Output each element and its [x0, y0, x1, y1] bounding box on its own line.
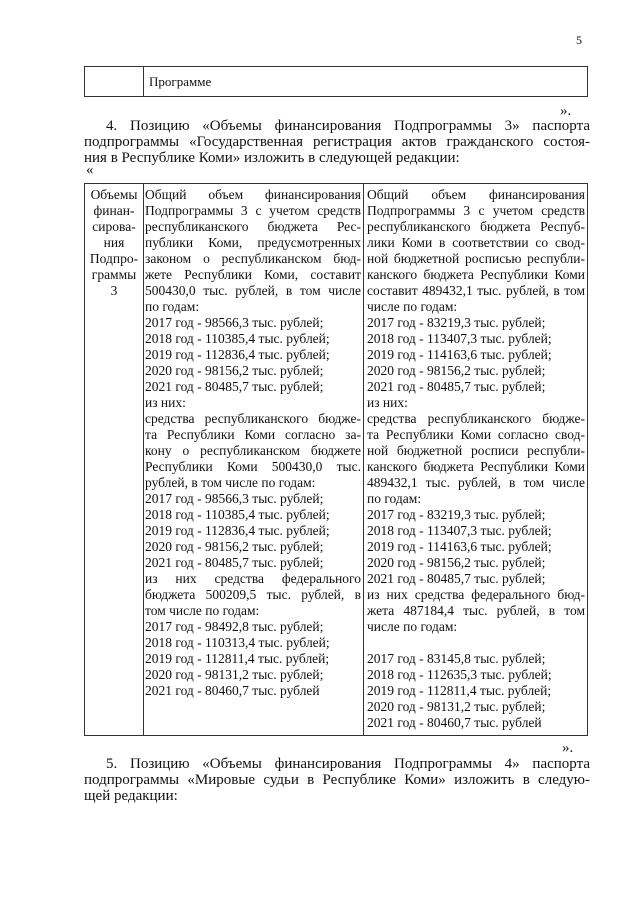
cell-line: 2020 год - 98131,2 тыс. рублей; — [367, 699, 546, 714]
cell-line: 2019 год - 112836,4 тыс. рублей; — [145, 523, 330, 538]
cell-line: 2017 год - 98566,3 тыс. рублей; — [145, 315, 324, 330]
cell-line: 2020 год - 98156,2 тыс. рублей; — [145, 363, 324, 378]
item-4-paragraph — [84, 118, 590, 166]
cell-line: 2021 год - 80485,7 тыс. рублей; — [145, 379, 324, 394]
cell-line: из них: — [367, 395, 408, 410]
page-number: 5 — [576, 33, 582, 47]
cell-line: из них средства федерального — [145, 571, 361, 586]
cell-line: по годам: — [145, 299, 200, 314]
cell-line: 2021 год - 80460,7 тыс. рублей — [145, 683, 320, 698]
cell-line: 2020 год - 98156,2 тыс. рублей; — [367, 555, 546, 570]
cell-line: 2017 год - 98566,3 тыс. рублей; — [145, 491, 324, 506]
cell-line: 2021 год - 80485,7 тыс. рублей; — [367, 379, 546, 394]
label-column — [85, 187, 143, 299]
label-line: Подпро- — [89, 251, 139, 266]
cell-line: 2020 год - 98156,2 тыс. рублей; — [145, 539, 324, 554]
cell-line: канского бюджета Республики Коми — [367, 267, 585, 282]
cell-line: том числе по годам: — [145, 603, 260, 618]
cell-line: 2017 год - 83219,3 тыс. рублей; — [367, 315, 546, 330]
cell-line: та Республики Коми согласно свод- — [367, 427, 585, 442]
paragraph-line: подпрограммы «Мировые судьи в Республике Коми» изложить в следую- — [84, 772, 590, 788]
financing-table — [84, 183, 588, 736]
cell-line: 2017 год - 83219,3 тыс. рублей; — [367, 507, 546, 522]
table-divider — [143, 67, 144, 96]
cell-line: Республики Коми 500430,0 тыс. — [145, 459, 361, 474]
cell-line: 2018 год - 112635,3 тыс. рублей; — [367, 667, 552, 682]
cell-line: 2018 год - 113407,3 тыс. рублей; — [367, 523, 552, 538]
cell-line: ной бюджетной росписью республи- — [367, 251, 585, 266]
cell-line: Общий объем финансирования — [145, 187, 361, 202]
cell-line: из них: — [145, 395, 186, 410]
cell-line: из них средства федерального бюд- — [367, 587, 585, 602]
closing-quote: ». — [562, 740, 574, 756]
cell-line: Общий объем финансирования — [367, 187, 585, 202]
paragraph-line: подпрограммы «Государственная регистрация актов гражданского состоя- — [84, 134, 590, 150]
cell-line: 2019 год - 114163,6 тыс. рублей; — [367, 347, 552, 362]
cell-line: 489432,1 тыс. рублей, в том числе — [367, 475, 585, 490]
cell-line: 2019 год - 114163,6 тыс. рублей; — [367, 539, 552, 554]
cell-line: рублей, в том числе по годам: — [145, 475, 316, 490]
paragraph-line: 5. Позицию «Объемы финансирования Подпрограммы 4» паспорта — [106, 756, 590, 772]
cell-line: лики Коми в соответствии со свод- — [367, 235, 585, 250]
cell-line: 500430,0 тыс. рублей, в том числе — [145, 283, 361, 298]
cell-line: кону о республиканском бюджете — [145, 443, 361, 458]
old-text-column — [145, 187, 361, 699]
cell-line: средства республиканского бюдже- — [367, 411, 585, 426]
item-5-paragraph — [84, 756, 590, 804]
cell-line: законом о республиканском бюд- — [145, 251, 361, 266]
closing-quote: ». — [560, 103, 572, 119]
label-line: ния — [103, 235, 125, 250]
paragraph-line: 4. Позицию «Объемы финансирования Подпрограммы 3» паспорта — [106, 118, 590, 134]
column-divider — [363, 184, 364, 735]
opening-quote: « — [86, 162, 94, 178]
label-line: сирова- — [92, 219, 136, 234]
previous-table-row — [84, 66, 588, 97]
cell-line: 2021 год - 80485,7 тыс. рублей; — [145, 555, 324, 570]
column-divider — [143, 184, 144, 735]
table-cell-text: Программе — [149, 74, 212, 89]
cell-line: 2018 год - 113407,3 тыс. рублей; — [367, 331, 552, 346]
cell-line: республиканского бюджета Рес- — [145, 219, 361, 234]
paragraph-line: ния в Республике Коми» изложить в следующей редакции: — [84, 150, 460, 166]
cell-line: 2017 год - 83145,8 тыс. рублей; — [367, 651, 546, 666]
cell-line: та Республики Коми согласно за- — [145, 427, 361, 442]
cell-line: по годам: — [367, 491, 422, 506]
cell-line: составит 489432,1 тыс. рублей, в том — [367, 283, 585, 298]
cell-line: республиканского бюджета Респуб- — [367, 219, 585, 234]
label-line: 3 — [110, 283, 118, 298]
cell-line: 2019 год - 112836,4 тыс. рублей; — [145, 347, 330, 362]
label-line: Объемы — [90, 187, 138, 202]
cell-line: 2019 год - 112811,4 тыс. рублей; — [145, 651, 330, 666]
cell-line: 2018 год - 110385,4 тыс. рублей; — [145, 507, 330, 522]
cell-line: Подпрограммы 3 с учетом средств — [367, 203, 585, 218]
cell-line: 2021 год - 80460,7 тыс. рублей — [367, 715, 542, 730]
cell-line: канского бюджета Республики Коми — [367, 459, 585, 474]
cell-line: 2020 год - 98156,2 тыс. рублей; — [367, 363, 546, 378]
cell-line: жете Республики Коми, составит — [145, 267, 361, 282]
cell-line: 2018 год - 110385,4 тыс. рублей; — [145, 331, 330, 346]
cell-line: жета 487184,4 тыс. рублей, в том — [367, 603, 585, 618]
cell-line: 2021 год - 80485,7 тыс. рублей; — [367, 571, 546, 586]
paragraph-line: щей редакции: — [84, 788, 178, 804]
cell-line: средства республиканского бюдже- — [145, 411, 361, 426]
cell-line: 2020 год - 98131,2 тыс. рублей; — [145, 667, 324, 682]
cell-line: ной бюджетной росписи республи- — [367, 443, 585, 458]
cell-line: 2018 год - 110313,4 тыс. рублей; — [145, 635, 330, 650]
label-line: граммы — [91, 267, 137, 282]
cell-line: 2017 год - 98492,8 тыс. рублей; — [145, 619, 324, 634]
blank-line — [367, 635, 585, 651]
cell-line: числе по годам: — [367, 299, 458, 314]
cell-line: 2019 год - 112811,4 тыс. рублей; — [367, 683, 552, 698]
label-line: финан- — [93, 203, 135, 218]
cell-line: публики Коми, предусмотренных — [145, 235, 361, 250]
new-text-column — [367, 187, 585, 731]
cell-line: числе по годам: — [367, 619, 458, 634]
cell-line: бюджета 500209,5 тыс. рублей, в — [145, 587, 361, 602]
cell-line: Подпрограммы 3 с учетом средств — [145, 203, 361, 218]
